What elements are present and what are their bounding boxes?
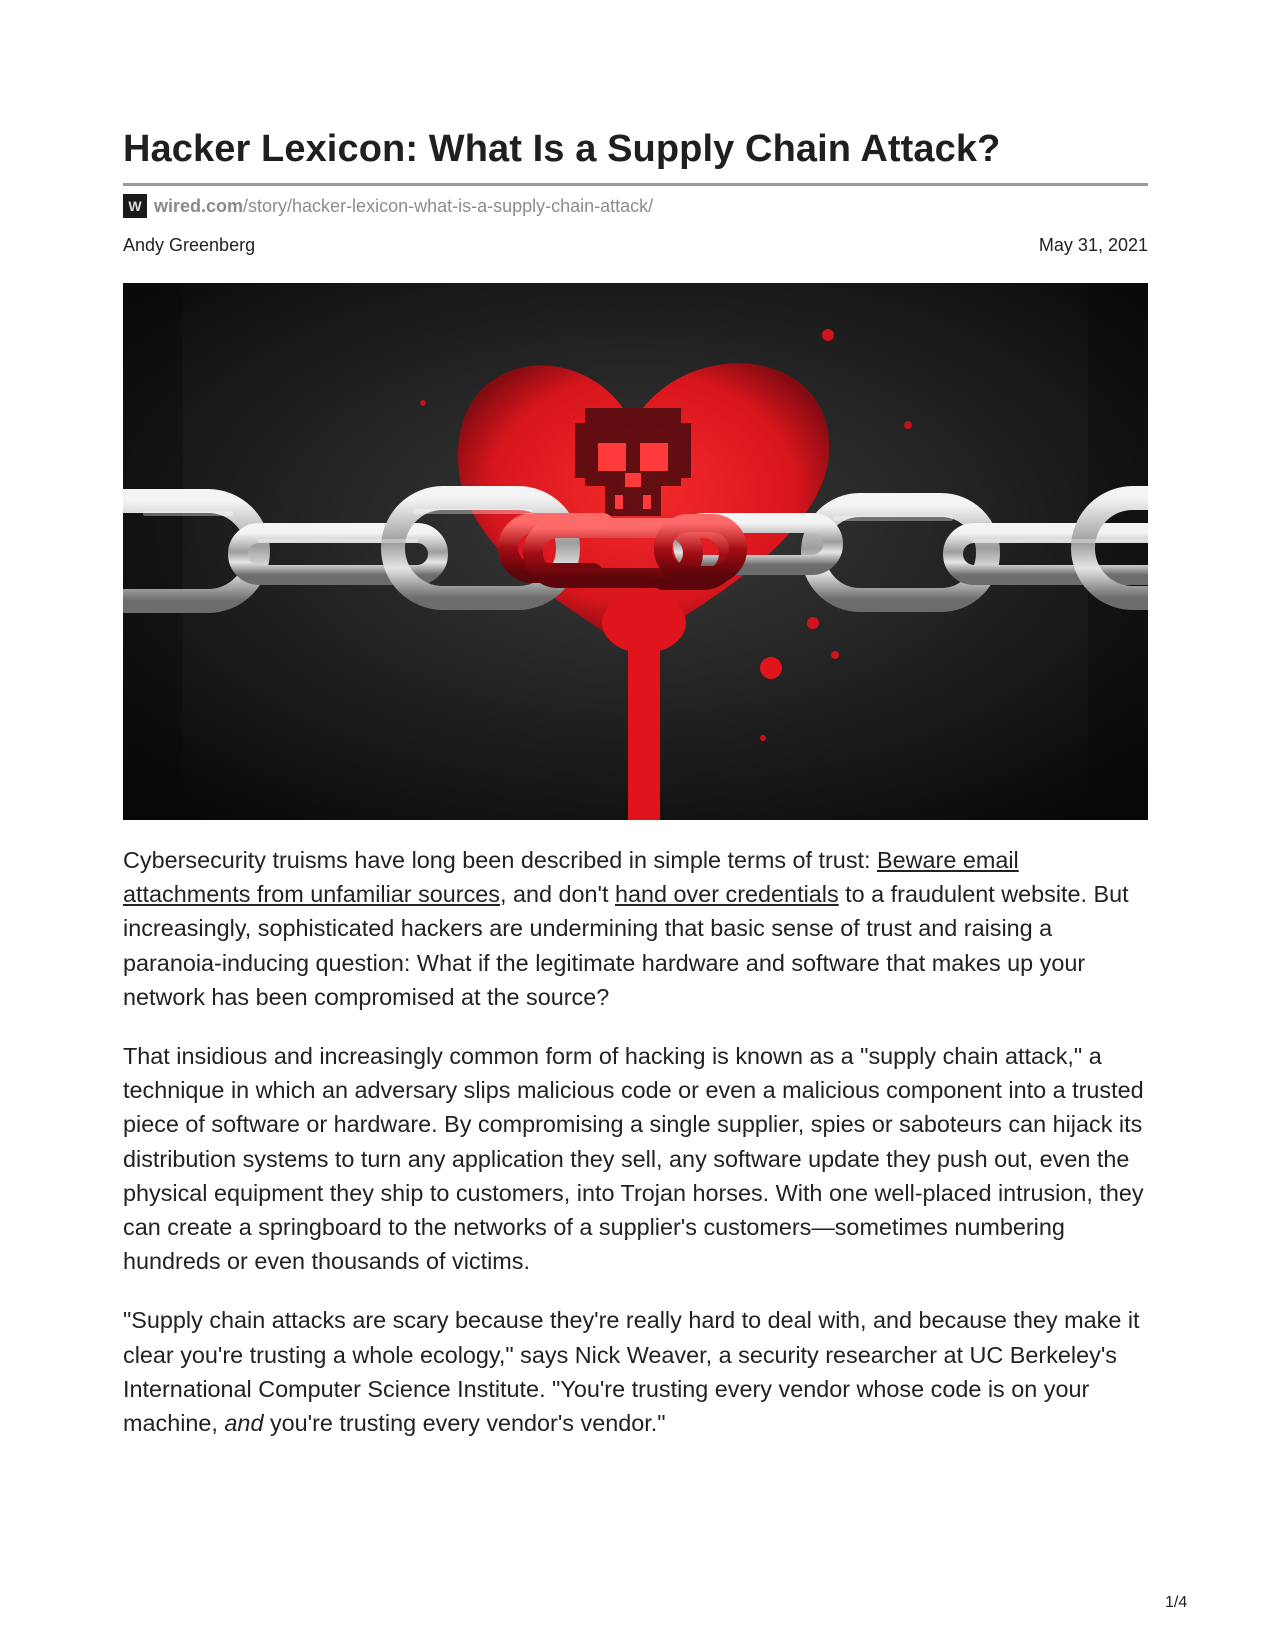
paragraph-2: That insidious and increasingly common form of hacking is known as a "supply chain attack," a technique in which an adversary slips malicious code or even a malicious component into a trusted piece of software or hardware. By compromising a single supplier, spies or saboteurs can hijack its distribution systems to turn any application they sell, any software update they push out, even the physical equipment they ship to customers, into Trojan horses. With one well-placed intrusion, they can create a springboard to the networks of a supplier's customers—sometimes numbering hundreds or even thousands of victims. [123,1043,1144,1275]
link-hand-over-credentials[interactable]: hand over credentials [615,881,839,908]
source-domain[interactable]: wired.com [154,195,244,216]
article-title: Hacker Lexicon: What Is a Supply Chain Attack? [123,128,1001,170]
author-name: Andy Greenberg [123,235,256,255]
title-divider [123,183,1148,186]
wired-favicon-icon: W [123,194,147,218]
paragraph-1-text-c: to a fraudulent website. But increasingly, sophisticated hackers are undermining that basic sense of trust and raising a paranoia-inducing question: What if the legitimate hardware and software that makes up your network has been compromised at the source? [123,881,1129,1010]
link-beware-email-attachments[interactable]: Beware email attachments from unfamiliar sources [123,847,1019,908]
paragraph-1 [123,843,1148,1014]
source-link[interactable] [123,194,653,218]
paragraph-3-text-b: you're trusting every vendor's vendor." [263,1410,666,1437]
paragraph-3-text-a: "Supply chain attacks are scary because they're really hard to deal with, and because they make it clear you're trusting a whole ecology," says Nick Weaver, a security researcher at UC Berkeley's International Computer Science Institute. "You're trusting every vendor whose code is on your machine, [123,1307,1140,1437]
paragraph-3-emphasis: and [224,1410,264,1437]
publish-date: May 31, 2021 [1038,235,1148,255]
paragraph-1-text-b: , and don't [500,881,616,908]
paragraph-1-text-a: Cybersecurity truisms have long been described in simple terms of trust: [123,847,878,873]
article-body [123,843,1148,1465]
paragraph-3 [123,1303,1148,1440]
page-number: 1/4 [1165,1594,1188,1611]
hero-image [123,283,1148,820]
source-path[interactable]: /story/hacker-lexicon-what-is-a-supply-chain-attack/ [243,195,654,216]
